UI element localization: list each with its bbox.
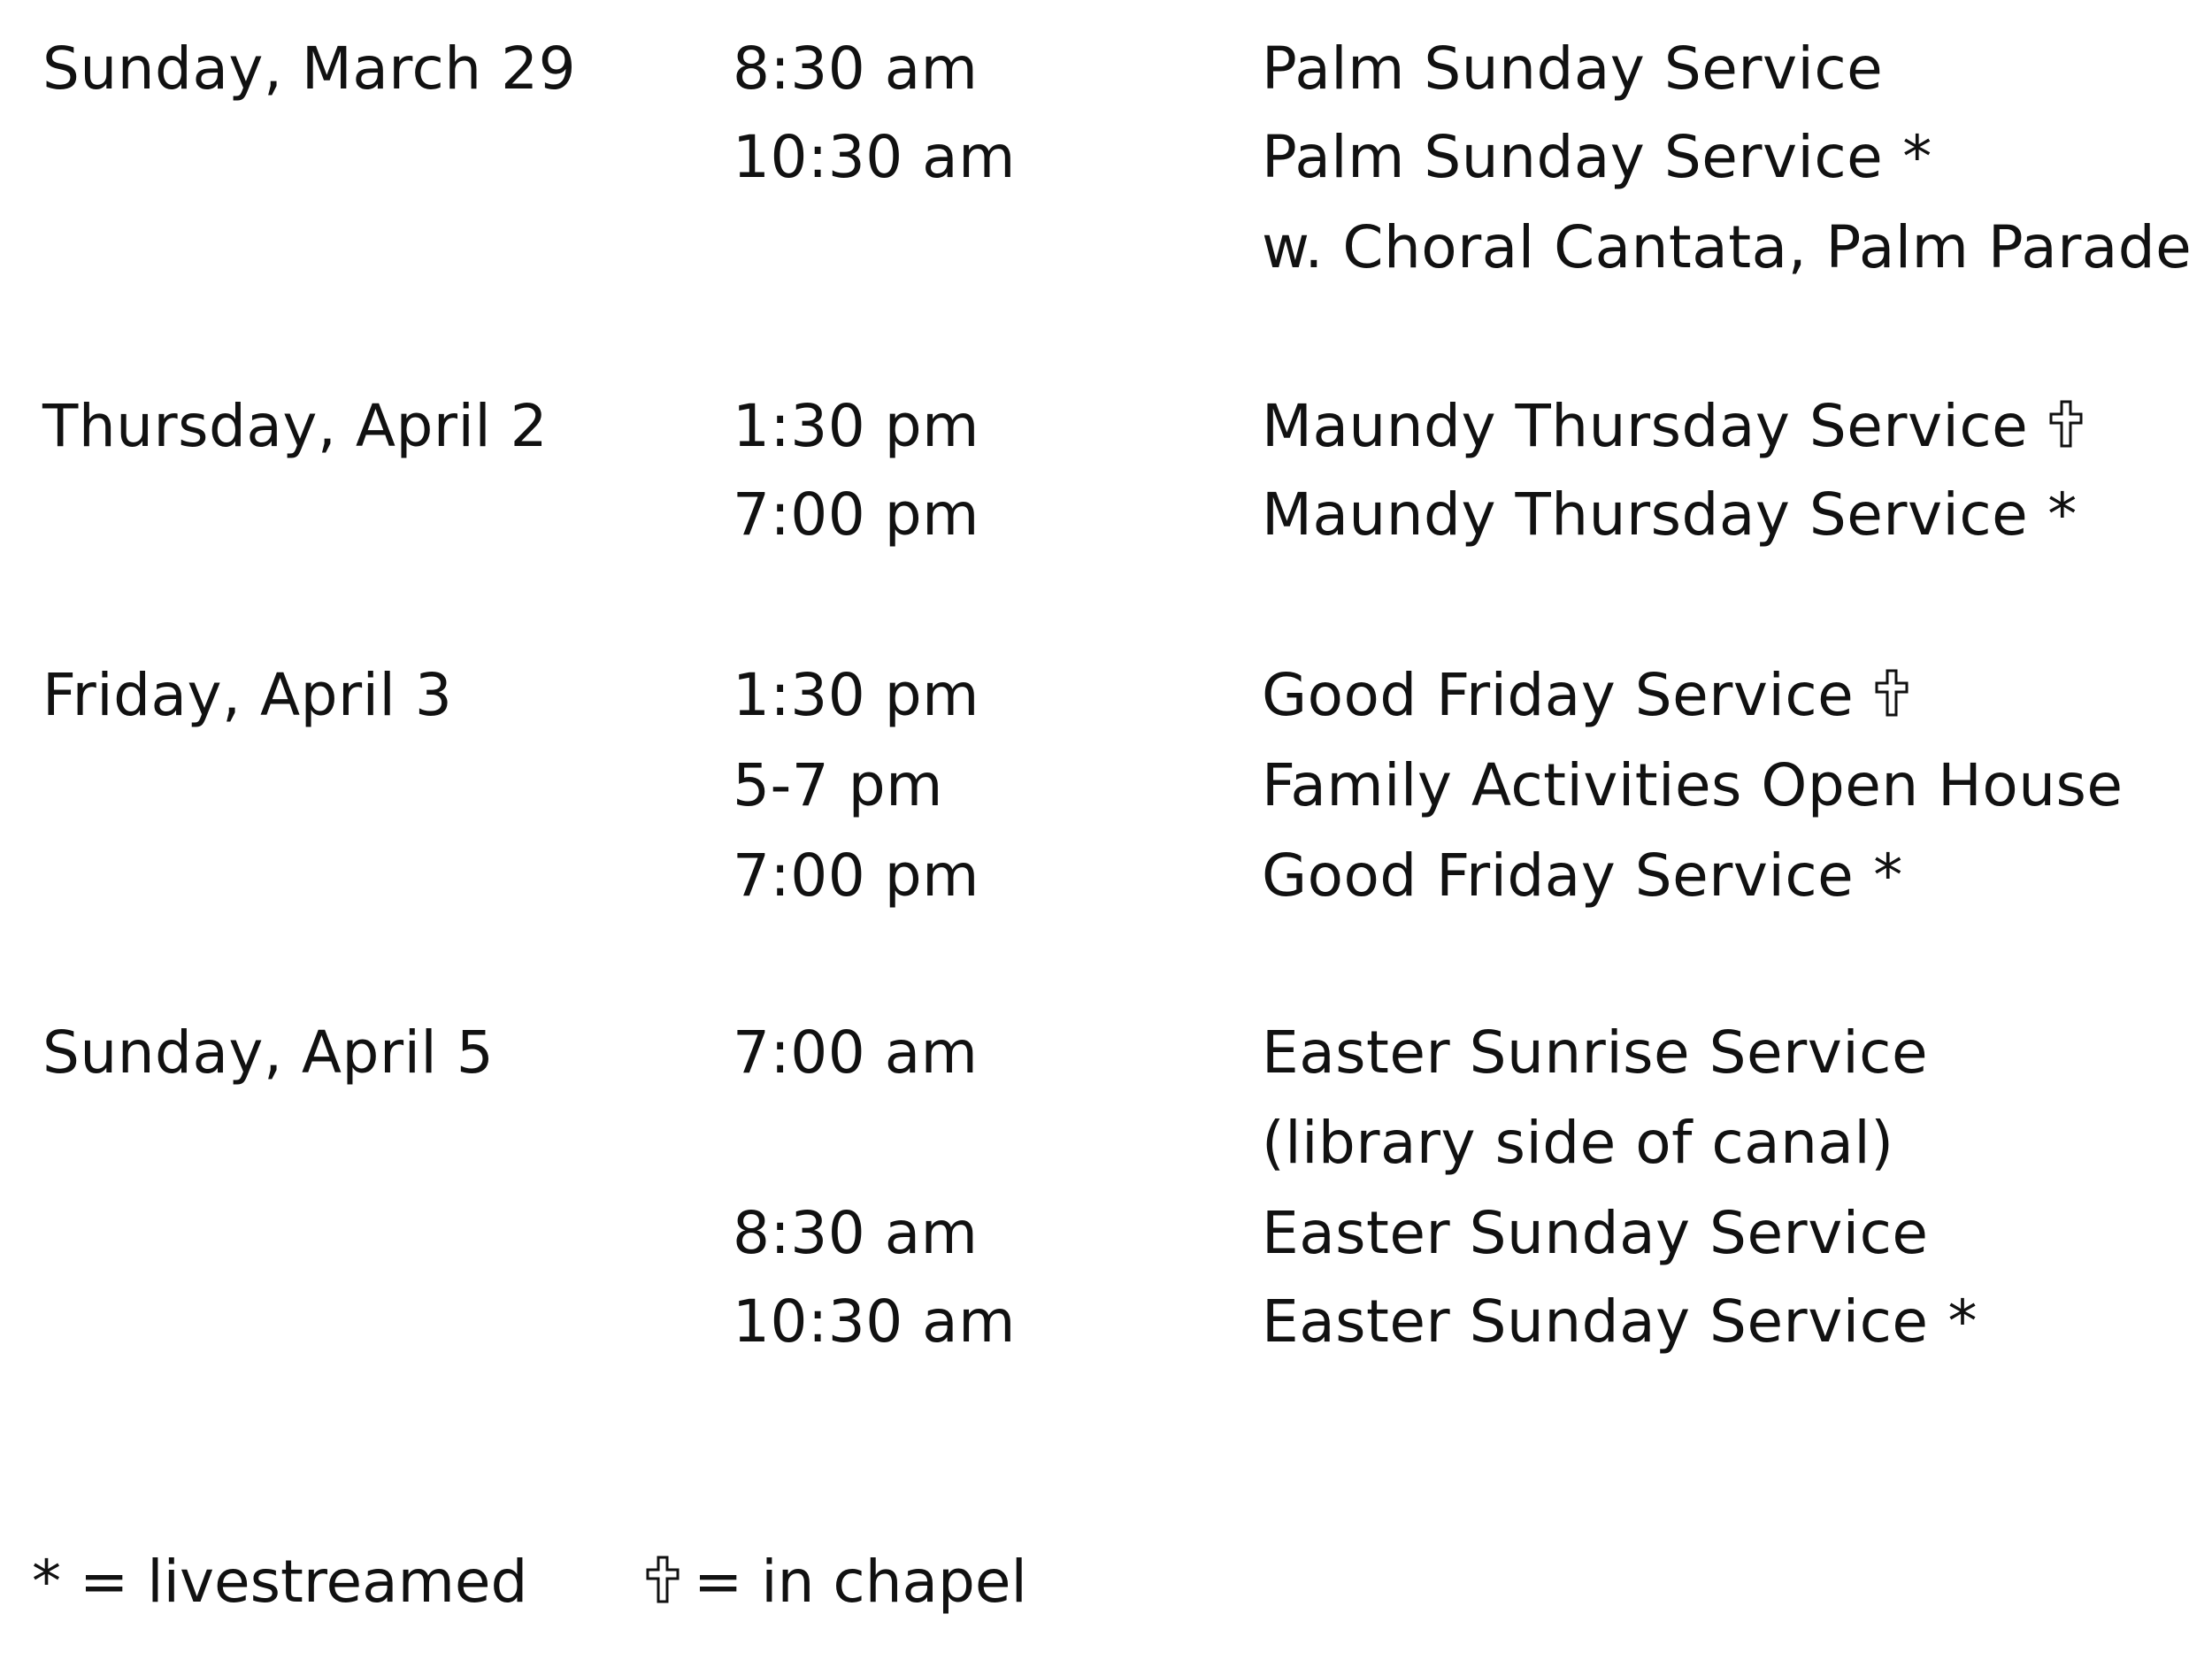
service-time: 7:00 am bbox=[733, 1018, 979, 1087]
service-name: Family Activities Open House bbox=[1262, 751, 2124, 819]
livestream-marker: * bbox=[1902, 123, 1932, 191]
cross-icon bbox=[2047, 398, 2085, 450]
service-time: 10:30 am bbox=[733, 123, 1016, 191]
service-time: 1:30 pm bbox=[733, 392, 979, 460]
service-time: 7:00 pm bbox=[733, 842, 979, 910]
service-time: 7:00 pm bbox=[733, 480, 979, 549]
service-name: Easter Sunrise Service bbox=[1262, 1018, 1929, 1087]
service-time: 1:30 pm bbox=[733, 661, 979, 729]
day-date-palm-sunday: Sunday, March 29 bbox=[42, 35, 577, 103]
livestream-marker: * bbox=[1873, 842, 1903, 910]
service-note: (library side of canal) bbox=[1262, 1109, 1894, 1177]
livestream-marker: * bbox=[1947, 1287, 1978, 1356]
service-time: 8:30 am bbox=[733, 1199, 979, 1267]
service-time: 5-7 pm bbox=[733, 751, 943, 819]
service-name: Palm Sunday Service bbox=[1262, 35, 1884, 103]
cross-icon bbox=[644, 1554, 681, 1605]
legend-in-chapel bbox=[644, 1547, 1027, 1618]
service-name: Easter Sunday Service * bbox=[1262, 1287, 1978, 1356]
service-name: Good Friday Service bbox=[1262, 660, 1910, 731]
service-name: Maundy Thursday Service * bbox=[1262, 480, 2078, 549]
livestream-legend-text: = livestreamed bbox=[79, 1548, 528, 1616]
service-note: w. Choral Cantata, Palm Parade bbox=[1262, 213, 2193, 281]
chapel-legend-text: = in chapel bbox=[694, 1548, 1027, 1616]
service-name: Palm Sunday Service * bbox=[1262, 123, 1932, 191]
service-name: Good Friday Service * bbox=[1262, 842, 1903, 910]
livestream-symbol: * bbox=[32, 1548, 61, 1616]
cross-icon bbox=[1873, 667, 1910, 719]
service-time: 10:30 am bbox=[733, 1287, 1016, 1356]
service-time: 8:30 am bbox=[733, 35, 979, 103]
day-date-good-friday: Friday, April 3 bbox=[42, 661, 453, 729]
day-date-easter-sunday: Sunday, April 5 bbox=[42, 1018, 495, 1087]
legend-livestreamed bbox=[32, 1547, 527, 1618]
livestream-marker: * bbox=[2047, 480, 2078, 549]
service-name: Maundy Thursday Service bbox=[1262, 391, 2085, 462]
service-name: Easter Sunday Service bbox=[1262, 1199, 1929, 1267]
day-date-maundy-thursday: Thursday, April 2 bbox=[42, 392, 549, 460]
